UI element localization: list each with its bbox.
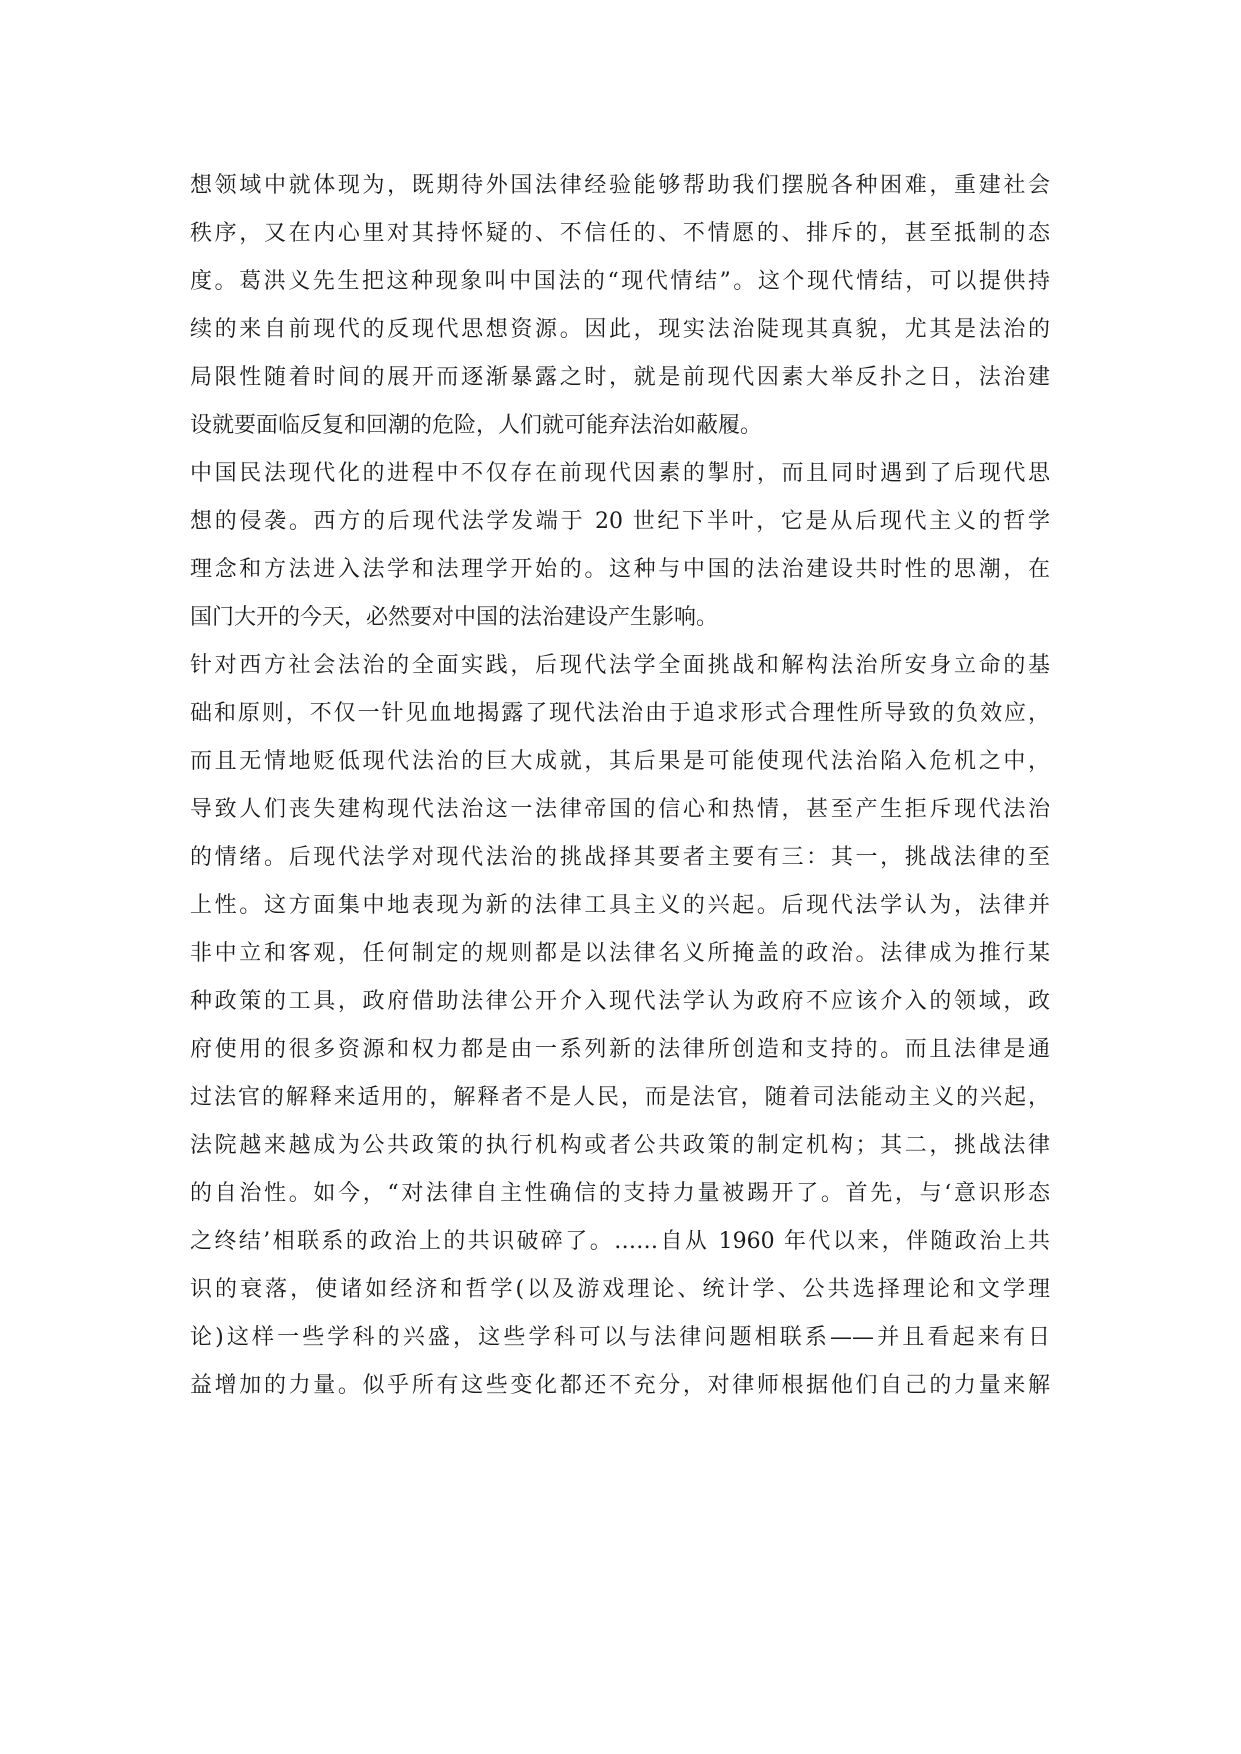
text-line: 理念和方法进入法学和法理学开始的。这种与中国的法治建设共时性的思潮，在: [190, 557, 1050, 582]
text-line: 而且无情地贬低现代法治的巨大成就，其后果是可能使现代法治陷入危机之中，: [190, 749, 1050, 774]
text-line: 导致人们丧失建构现代法治这一法律帝国的信心和热情，甚至产生拒斥现代法治: [190, 797, 1050, 822]
paragraph-3: [190, 642, 1050, 1410]
text-line: 上性。这方面集中地表现为新的法律工具主义的兴起。后现代法学认为，法律并: [190, 893, 1050, 918]
text-line: 识的衰落，使诸如经济和哲学(以及游戏理论、统计学、公共选择理论和文学理: [190, 1277, 1050, 1302]
text-line: 局限性随着时间的展开而逐渐暴露之时，就是前现代因素大举反扑之日，法治建: [190, 365, 1050, 390]
text-line: 度。葛洪义先生把这种现象叫中国法的“现代情结”。这个现代情结，可以提供持: [190, 269, 1050, 294]
text-line: 中国民法现代化的进程中不仅存在前现代因素的掣肘，而且同时遇到了后现代思: [190, 461, 1050, 486]
text-line: 想的侵袭。西方的后现代法学发端于 20 世纪下半叶，它是从后现代主义的哲学: [190, 509, 1050, 534]
text-line: 想领域中就体现为，既期待外国法律经验能够帮助我们摆脱各种困难，重建社会: [190, 173, 1050, 198]
paragraph-1: [190, 162, 1050, 450]
text-line: 之终结’相联系的政治上的共识破碎了。……自从 1960 年代以来，伴随政治上共: [190, 1229, 1050, 1254]
text-line: 秩序，又在内心里对其持怀疑的、不信任的、不情愿的、排斥的，甚至抵制的态: [190, 221, 1050, 246]
text-line: 益增加的力量。似乎所有这些变化都还不充分，对律师根据他们自己的力量来解: [190, 1373, 1050, 1398]
text-line: 过法官的解释来适用的，解释者不是人民，而是法官，随着司法能动主义的兴起，: [190, 1085, 1050, 1110]
text-line: 针对西方社会法治的全面实践，后现代法学全面挑战和解构法治所安身立命的基: [190, 653, 1050, 678]
text-line: 非中立和客观，任何制定的规则都是以法律名义所掩盖的政治。法律成为推行某: [190, 941, 1050, 966]
text-line: 的情绪。后现代法学对现代法治的挑战择其要者主要有三：其一，挑战法律的至: [190, 845, 1050, 870]
paragraph-2: [190, 450, 1050, 642]
text-line: 论)这样一些学科的兴盛，这些学科可以与法律问题相联系——并且看起来有日: [190, 1325, 1050, 1350]
body-text: [190, 162, 1050, 1410]
text-line: 府使用的很多资源和权力都是由一系列新的法律所创造和支持的。而且法律是通: [190, 1037, 1050, 1062]
text-line: 种政策的工具，政府借助法律公开介入现代法学认为政府不应该介入的领域，政: [190, 989, 1050, 1014]
text-line: 设就要面临反复和回潮的危险，人们就可能弃法治如蔽履。: [190, 413, 763, 438]
text-line: 续的来自前现代的反现代思想资源。因此，现实法治陡现其真貌，尤其是法治的: [190, 317, 1050, 342]
text-line: 法院越来越成为公共政策的执行机构或者公共政策的制定机构；其二，挑战法律: [190, 1133, 1050, 1158]
text-line: 国门大开的今天，必然要对中国的法治建设产生影响。: [190, 605, 719, 630]
text-line: 的自治性。如今，“对法律自主性确信的支持力量被踢开了。首先，与‘意识形态: [190, 1181, 1050, 1206]
text-line: 础和原则，不仅一针见血地揭露了现代法治由于追求形式合理性所导致的负效应，: [190, 701, 1050, 726]
